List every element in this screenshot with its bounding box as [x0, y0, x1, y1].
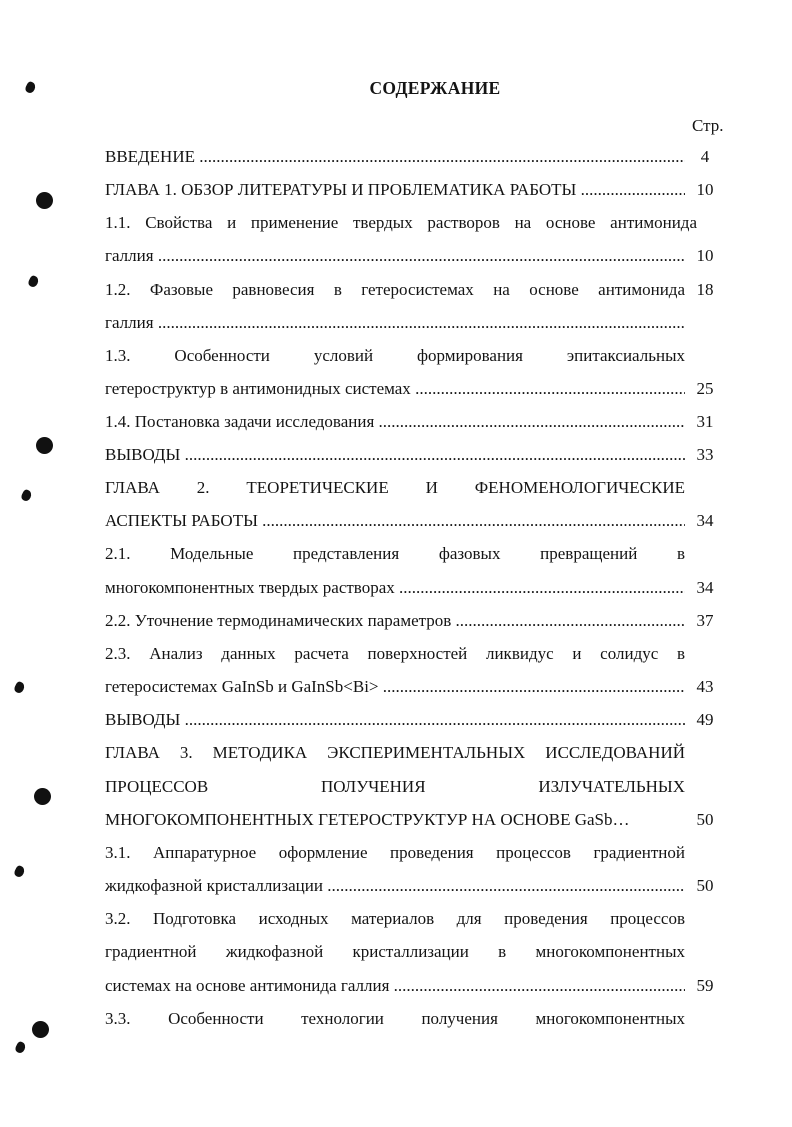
toc-page-number: 43 — [696, 677, 714, 696]
toc-line: гетероструктур в антимонидных системах ..... — [105, 379, 685, 399]
toc-line: галлия ..... — [105, 246, 685, 266]
toc-page-number: 34 — [696, 511, 714, 530]
toc-line: 3.2. Подготовка исходных материалов для проведения процессов — [105, 909, 685, 928]
toc-line: жидкофазной кристаллизации ..... — [105, 876, 685, 896]
toc-line: 1.2. Фазовые равновесия в гетеросистемах на основе антимонида — [105, 280, 685, 299]
toc-line: АСПЕКТЫ РАБОТЫ ..... — [105, 511, 685, 531]
toc-page-number: 50 — [696, 810, 714, 829]
toc-line: ПРОЦЕССОВ ПОЛУЧЕНИЯ ИЗЛУЧАТЕЛЬНЫХ — [105, 777, 685, 796]
punch-hole — [32, 1021, 49, 1038]
toc-line: 3.3. Особенности технологии получения многокомпонентных — [105, 1009, 685, 1028]
toc-line: ВВЕДЕНИЕ ..... — [105, 147, 685, 167]
toc-page-number: 10 — [696, 246, 714, 265]
toc-line: ГЛАВА 2. ТЕОРЕТИЧЕСКИЕ И ФЕНОМЕНОЛОГИЧЕСКИЕ — [105, 478, 685, 497]
toc-line: 3.1. Аппаратурное оформление проведения процессов градиентной — [105, 843, 685, 862]
toc-line: ГЛАВА 1. ОБЗОР ЛИТЕРАТУРЫ И ПРОБЛЕМАТИКА РАБОТЫ ..... — [105, 180, 685, 200]
page-title: СОДЕРЖАНИЕ — [369, 78, 501, 98]
toc-line: 2.1. Модельные представления фазовых превращений в — [105, 544, 685, 563]
toc-line: градиентной жидкофазной кристаллизации в многокомпонентных — [105, 942, 685, 961]
toc-line: 1.4. Постановка задачи исследования ..... — [105, 412, 685, 432]
scan-speck — [27, 275, 40, 289]
toc-line: системах на основе антимонида галлия ..... — [105, 976, 685, 996]
toc-line: многокомпонентных твердых растворах ..... — [105, 578, 685, 598]
toc-line: 2.3. Анализ данных расчета поверхностей ликвидус и солидус в — [105, 644, 685, 663]
toc-page-number: 37 — [696, 611, 714, 630]
toc-page-number: 33 — [696, 445, 714, 464]
page-column-header: Стр. — [692, 116, 724, 135]
toc-page-number: 49 — [696, 710, 714, 729]
punch-hole — [34, 788, 51, 805]
toc-line: галлия ..... — [105, 313, 685, 333]
toc-page-number: 18 — [696, 280, 714, 299]
toc-line: ВЫВОДЫ ..... — [105, 710, 685, 730]
scan-speck — [14, 1041, 27, 1055]
toc-page-number: 59 — [696, 976, 714, 995]
scan-speck — [13, 681, 26, 695]
toc-line: 2.2. Уточнение термодинамических параметров ..... — [105, 611, 685, 631]
toc-line: 1.3. Особенности условий формирования эпитаксиальных — [105, 346, 685, 365]
toc-page-number: 50 — [696, 876, 714, 895]
toc-line: МНОГОКОМПОНЕНТНЫХ ГЕТЕРОСТРУКТУР НА ОСНОВЕ GaSb… — [105, 810, 630, 829]
toc-line: гетеросистемах GaInSb и GaInSb<Bi> ..... — [105, 677, 685, 697]
toc-line: ВЫВОДЫ ..... — [105, 445, 685, 465]
scan-speck — [13, 865, 26, 879]
punch-hole — [36, 437, 53, 454]
scan-speck — [20, 489, 33, 503]
toc-page-number: 4 — [700, 147, 710, 166]
punch-hole — [36, 192, 53, 209]
toc-page-number: 34 — [696, 578, 714, 597]
toc-line: ГЛАВА 3. МЕТОДИКА ЭКСПЕРИМЕНТАЛЬНЫХ ИССЛЕДОВАНИЙ — [105, 743, 685, 762]
toc-page-number: 10 — [696, 180, 714, 199]
toc-line: 1.1. Свойства и применение твердых растворов на основе антимонида — [105, 213, 697, 232]
toc-page-number: 31 — [696, 412, 714, 431]
toc-page-number: 25 — [696, 379, 714, 398]
